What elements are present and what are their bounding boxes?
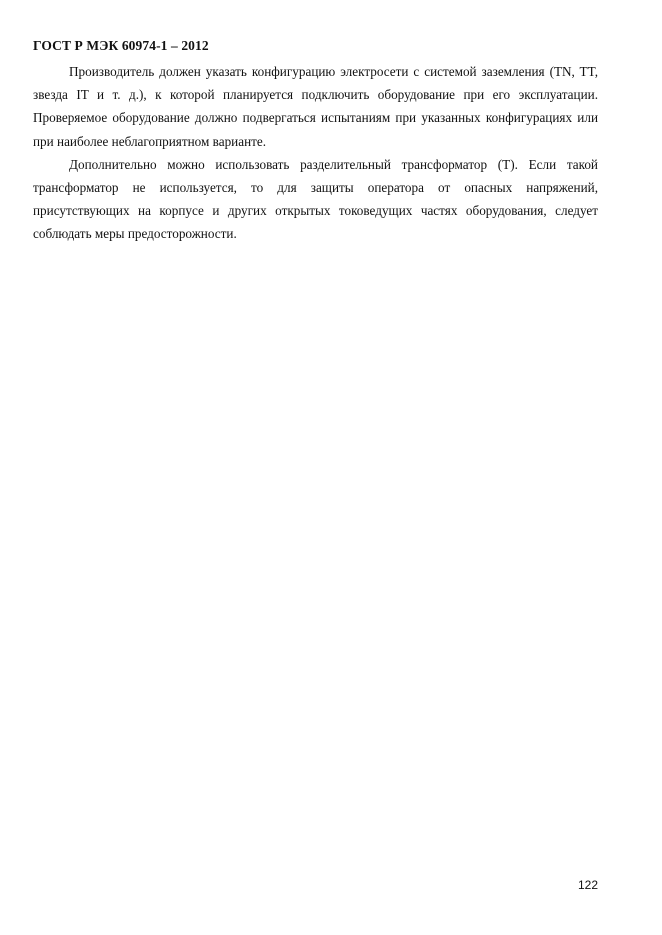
- document-body: [33, 60, 598, 246]
- document-header: ГОСТ Р МЭК 60974-1 – 2012: [33, 38, 209, 53]
- paragraph-grounding-configuration: Производитель должен указать конфигурацию электросети с системой заземления (TN, TT, звезда IT и т. д.), к которой планируется подключить оборудование при его эксплуатации. Проверяемое оборудование должно подвергаться испытаниям при указанных конфигурациях или при наиболее неблагоприятном варианте.: [33, 64, 598, 149]
- paragraph-isolating-transformer: Дополнительно можно использовать разделительный трансформатор (T). Если такой трансформатор не используется, то для защиты оператора от опасных напряжений, присутствующих на корпусе и других открытых токоведущих частях оборудования, следует соблюдать меры предосторожности.: [33, 156, 598, 242]
- page-number: 122: [577, 878, 598, 892]
